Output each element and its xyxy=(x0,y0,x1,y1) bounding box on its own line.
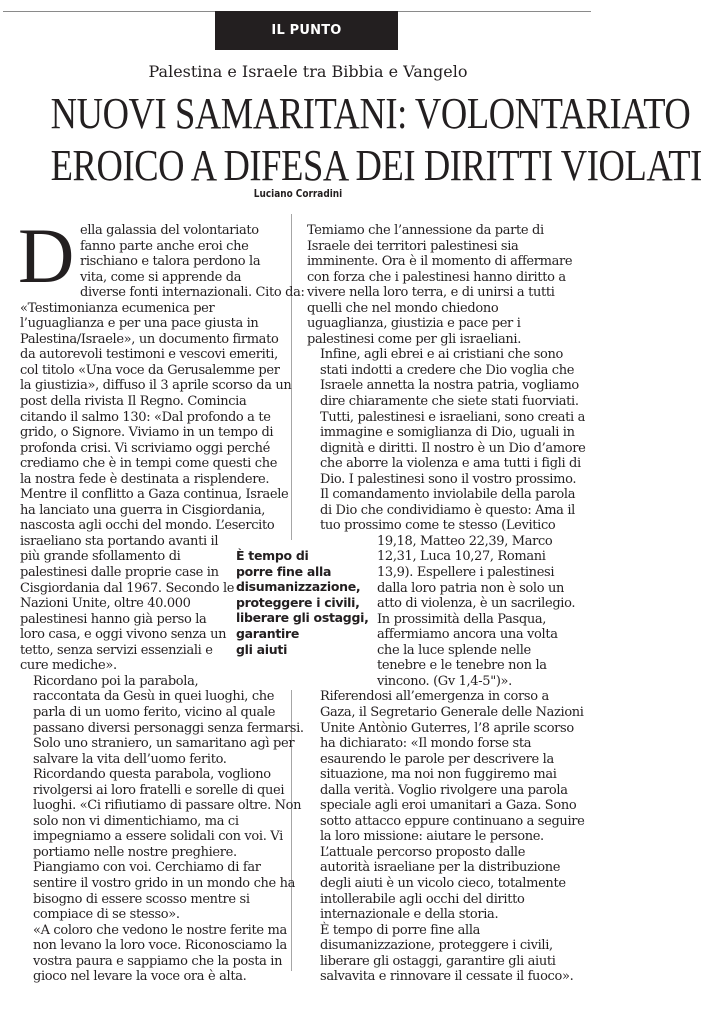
text-line: col titolo «Una voce da Gerusalemme per xyxy=(20,362,280,378)
text-line: israeliano sta portando avanti il xyxy=(20,533,219,549)
text-line: Piangiamo con voi. Cerchiamo di far xyxy=(33,860,261,876)
text-line: In prossimità della Pasqua, xyxy=(377,611,547,627)
text-line: solo non vi dimentichiamo, ma ci xyxy=(33,813,239,829)
text-line: rischiano e talora perdono la xyxy=(79,254,261,270)
text-line: più grande sfollamento di xyxy=(20,549,181,565)
text-line: Gaza, il Segretario Generale delle Nazioni xyxy=(320,704,584,720)
text-line: dalla verità. Voglio rivolgere una parola xyxy=(320,782,568,798)
text-line: Dio. I palestinesi sono il vostro prossimo. xyxy=(320,471,577,487)
text-line: che la luce splende nelle xyxy=(377,642,531,658)
text-line: 12,31, Luca 10,27, Romani xyxy=(377,549,546,565)
text-line: L’attuale percorso proposto dalle xyxy=(320,844,526,860)
text-line: di Dio che condividiamo è questo: Ama il xyxy=(320,502,575,518)
text-line: parla di un uomo ferito, vicino al quale xyxy=(33,704,276,720)
text-line: palestinesi hanno già perso la xyxy=(20,611,207,627)
text-line: atto di violenza, è un sacrilegio. xyxy=(377,596,576,612)
text-line: diverse fonti internazionali. Cito da: xyxy=(79,285,305,301)
text-line: impegniamo a essere solidali con voi. Vi xyxy=(33,829,283,845)
text-line: stati indotti a credere che Dio voglia che xyxy=(320,362,575,378)
text-line: Ricordando questa parabola, vogliono xyxy=(33,767,271,783)
text-line: 13,9). Espellere i palestinesi xyxy=(377,565,555,581)
text-line: liberare gli ostaggi, garantire gli aiuti xyxy=(320,953,556,969)
text-line: «Testimonianza ecumenica per xyxy=(20,300,215,316)
text-line: sotto attacco eppure continuano a seguire xyxy=(320,813,585,829)
text-line: dignità e diritti. Il nostro è un Dio d’amore xyxy=(320,440,586,456)
text-line: È tempo di porre fine alla xyxy=(320,922,481,938)
text-line: porre fine alla xyxy=(236,563,332,579)
text-line: l’uguaglianza e per una pace giusta in xyxy=(20,316,259,332)
text-line: raccontata da Gesù in quei luoghi, che xyxy=(33,689,275,705)
text-line: speciale agli eroi umanitari a Gaza. Sono xyxy=(320,798,577,814)
text-line: ella galassia del volontariato xyxy=(79,223,259,238)
text-line: cure mediche». xyxy=(20,658,117,674)
text-line: tetto, senza servizi essenziali e xyxy=(20,642,213,658)
text-line: Temiamo che l’annessione da parte di xyxy=(307,223,544,238)
text-line: Israele dei territori palestinesi sia xyxy=(307,238,519,254)
headline-line: EROICO A DIFESA DEI DIRITTI VIOLATI xyxy=(50,141,702,190)
text-line: dalla loro patria non è solo un xyxy=(377,580,565,596)
section-label: IL PUNTO xyxy=(271,23,342,38)
text-line: Cisgiordania dal 1967. Secondo le xyxy=(20,580,235,596)
article-byline: Luciano Corradini xyxy=(253,188,343,200)
text-line: luoghi. «Ci rifiutiamo di passare oltre. Non xyxy=(33,798,302,814)
text-line: profonda crisi. Vi scriviamo oggi perché xyxy=(20,440,270,456)
text-line: ha lanciato una guerra in Cisgiordania, xyxy=(20,502,266,518)
headline-line: NUOVI SAMARITANI: VOLONTARIATO xyxy=(50,89,691,138)
text-line: garantire xyxy=(236,625,300,641)
text-line: che aborre la violenza e ama tutti i figli di xyxy=(320,456,581,472)
text-line: fanno parte anche eroi che xyxy=(79,238,249,254)
text-line: tuo prossimo come te stesso (Levitico xyxy=(320,518,556,534)
text-line: rivolgersi ai loro fratelli e sorelle di quei xyxy=(33,782,285,798)
text-line: la nostra fede è destinata a risplendere. xyxy=(20,471,270,487)
text-line: immagine e somiglianza di Dio, uguali in xyxy=(320,425,575,441)
paragraph xyxy=(307,223,589,347)
text-line: nascosta agli occhi del mondo. L’esercito xyxy=(20,518,275,534)
text-line: la giustizia», diffuso il 3 aprile scorso da un xyxy=(20,378,292,394)
text-line: degli aiuti è un vicolo cieco, totalmente xyxy=(320,875,566,891)
text-line: sentire il vostro grido in un mondo che ha xyxy=(33,875,296,891)
text-line: disumanizzazione, proteggere i civili, xyxy=(320,938,553,954)
text-line: vincono. (Gv 1,4-5")». xyxy=(377,673,512,689)
text-line: situazione, ma noi non fuggiremo mai xyxy=(320,767,557,783)
paragraph xyxy=(307,845,589,923)
text-line: grido, o Signore. Viviamo in un tempo di xyxy=(20,425,274,441)
text-line: vita, come si apprende da xyxy=(79,269,242,285)
text-line: salvare la vita dell’uomo ferito. xyxy=(33,751,227,767)
text-line: salvavita e rinnovare il cessate il fuoco». xyxy=(320,969,574,985)
paragraph xyxy=(307,923,589,985)
text-line: crediamo che è in tempi come questi che xyxy=(20,456,278,472)
article-headline xyxy=(50,88,702,192)
text-line: imminente. Ora è il momento di affermare xyxy=(307,254,573,270)
text-line: portiamo nelle nostre preghiere. xyxy=(33,844,237,860)
text-line: affermiamo ancora una volta xyxy=(377,627,558,643)
paragraph-wrapped-around-quote xyxy=(291,534,589,689)
text-line: quelli che nel mondo chiedono xyxy=(307,300,499,316)
section-banner xyxy=(215,11,398,50)
paragraph xyxy=(20,767,302,923)
right-column xyxy=(307,223,589,985)
text-line: gli aiuti xyxy=(236,641,288,657)
paragraph xyxy=(20,673,304,767)
text-line: Solo uno straniero, un samaritano agì per xyxy=(33,736,295,752)
text-line: non levano la loro voce. Riconosciamo la xyxy=(33,938,287,954)
text-line: Riferendosi all’emergenza in corso a xyxy=(320,689,549,705)
text-line: Unite Antònio Guterres, l’8 aprile scorso xyxy=(320,720,574,736)
text-line: loro casa, e oggi vivono senza un xyxy=(20,627,227,643)
text-line: da autorevoli testimoni e vescovi emeriti, xyxy=(20,347,278,363)
text-line: «A coloro che vedono le nostre ferite ma xyxy=(33,922,287,938)
text-line: con forza che i palestinesi hanno diritto a xyxy=(307,269,566,285)
text-line: vostra paura e sappiamo che la posta in xyxy=(33,953,283,969)
text-line: post della rivista Il Regno. Comincia xyxy=(20,394,247,410)
text-line: compiace di se stesso». xyxy=(33,907,180,923)
column-divider-upper xyxy=(291,214,292,540)
text-line: 19,18, Matteo 22,39, Marco xyxy=(377,533,553,549)
text-line: internazionale e della storia. xyxy=(320,907,499,923)
text-line: Il comandamento inviolabile della parola xyxy=(320,487,576,503)
text-line: intollerabile agli occhi del diritto xyxy=(320,891,525,907)
text-line: palestinesi dalle proprie case in xyxy=(20,565,219,581)
text-line: uguaglianza, giustizia e pace per i xyxy=(307,316,521,332)
text-line: esaurendo le parole per descrivere la xyxy=(320,751,554,767)
text-line: dire chiaramente che siete stati fuorviati. xyxy=(320,394,579,410)
text-line: passano diversi personaggi senza fermarsi. xyxy=(33,720,304,736)
text-line: proteggere i civili, xyxy=(236,594,360,610)
text-line: ha dichiarato: «Il mondo forse sta xyxy=(320,736,532,752)
text-line: liberare gli ostaggi, xyxy=(236,610,369,626)
text-line: Mentre il conflitto a Gaza continua, Israele xyxy=(20,487,289,503)
text-line: Ricordano poi la parabola, xyxy=(33,673,199,689)
text-line: citando il salmo 130: «Dal profondo a te xyxy=(20,409,271,425)
paragraph xyxy=(20,922,287,985)
text-line: disumanizzazione, xyxy=(236,579,361,595)
text-line: Tutti, palestinesi e israeliani, sono creati a xyxy=(320,409,586,425)
text-line: la loro missione: aiutare le persone. xyxy=(320,829,544,845)
paragraph xyxy=(307,347,589,534)
article-kicker: Palestina e Israele tra Bibbia e Vangelo xyxy=(148,62,468,81)
text-line: tenebre e le tenebre non la xyxy=(377,658,547,674)
text-line: gioco nel levare la voce ora è alta. xyxy=(33,969,247,985)
text-line: Nazioni Unite, oltre 40.000 xyxy=(20,596,191,612)
paragraph xyxy=(291,689,589,844)
text-line: autorità israeliane per la distribuzione xyxy=(320,860,561,876)
drop-cap: D xyxy=(18,212,74,299)
text-line: È tempo di xyxy=(236,548,309,563)
text-line: palestinesi come per gli israeliani. xyxy=(307,331,522,347)
text-line: bisogno di essere scosso mentre si xyxy=(33,891,250,907)
text-line: Palestina/Israele», un documento firmato xyxy=(20,331,279,347)
text-line: vivere nella loro terra, e di unirsi a tutti xyxy=(307,285,555,301)
text-line: Israele annetta la nostra patria, vogliamo xyxy=(320,378,579,394)
text-line: Infine, agli ebrei e ai cristiani che sono xyxy=(320,347,564,363)
